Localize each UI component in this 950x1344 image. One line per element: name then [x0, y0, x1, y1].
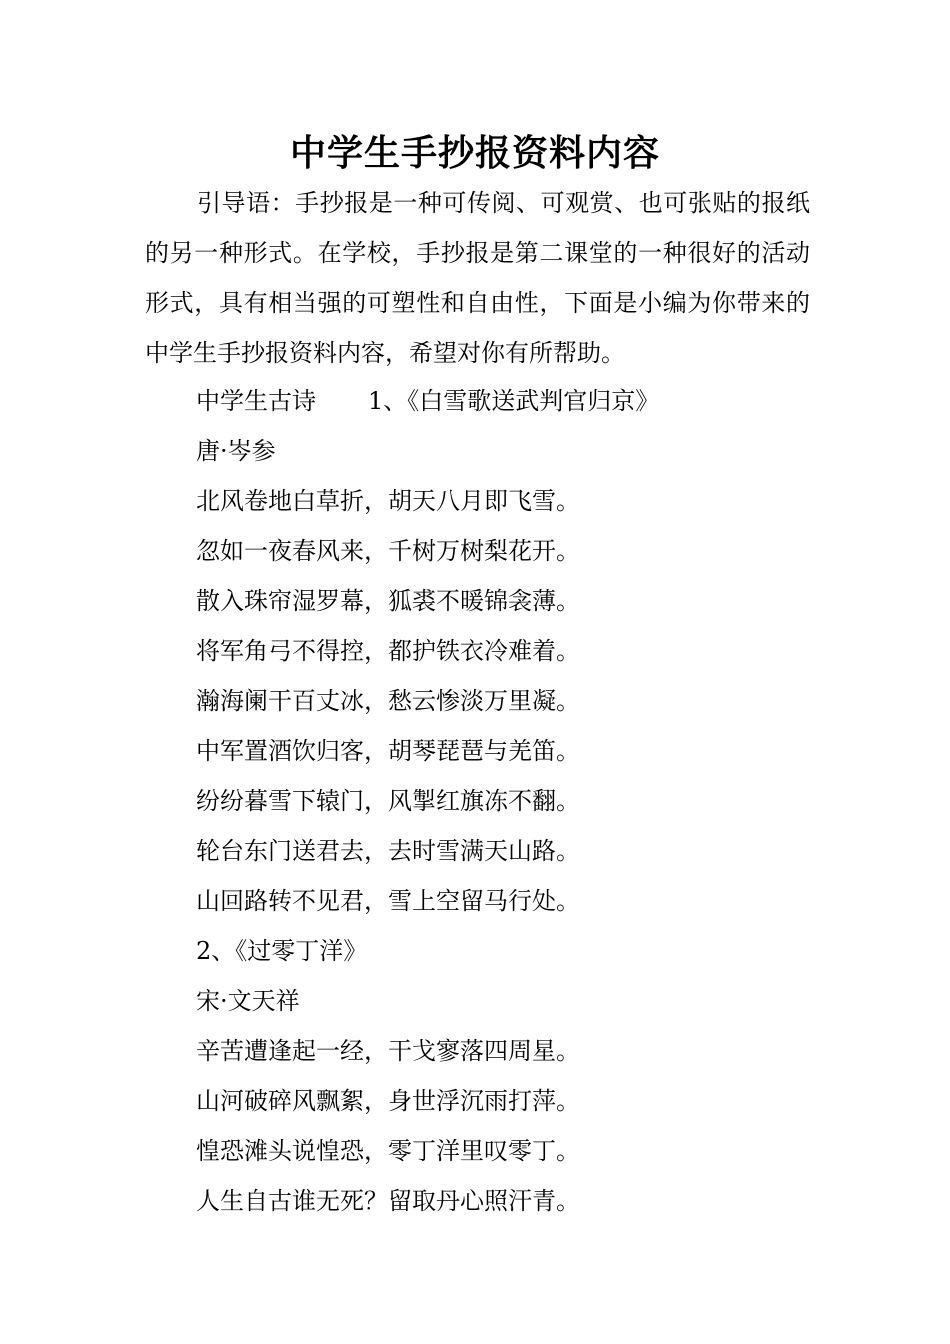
poem-line: 人生自古谁无死？留取丹心照汗青。	[196, 1187, 580, 1215]
poem-line: 纷纷暮雪下辕门，风掣红旗冻不翻。	[196, 787, 580, 815]
poem-2-author: 宋·文天祥	[196, 987, 300, 1015]
poem-line: 辛苦遭逢起一经，干戈寥落四周星。	[196, 1037, 580, 1065]
section-heading	[196, 376, 836, 426]
poem-list	[196, 376, 836, 1226]
poem-line: 惶恐滩头说惶恐，零丁洋里叹零丁。	[196, 1137, 580, 1165]
poem-line: 中军置酒饮归客，胡琴琵琶与羌笛。	[196, 737, 580, 765]
poem-1-title: 1、《白雪歌送武判官归京》	[368, 387, 660, 415]
poem-line: 将军角弓不得控，都护铁衣冷难着。	[196, 637, 580, 665]
intro-paragraph: 引导语：手抄报是一种可传阅、可观赏、也可张贴的报纸的另一种形式。在学校，手抄报是第二课堂的一种很好的活动形式，具有相当强的可塑性和自由性，下面是小编为你带来的中学生手抄报资料内容，希望对你有所帮助。	[145, 189, 810, 367]
poem-line: 忽如一夜春风来，千树万树梨花开。	[196, 537, 580, 565]
poem-line: 散入珠帘湿罗幕，狐裘不暖锦衾薄。	[196, 587, 580, 615]
poem-line: 轮台东门送君去，去时雪满天山路。	[196, 837, 580, 865]
poem-2-title: 2、《过零丁洋》	[196, 937, 368, 965]
poem-line: 北风卷地白草折，胡天八月即飞雪。	[196, 487, 580, 515]
poem-line: 山河破碎风飘絮，身世浮沉雨打萍。	[196, 1087, 580, 1115]
document-title: 中学生手抄报资料内容	[289, 132, 660, 174]
poem-1-author: 唐·岑参	[196, 437, 276, 465]
poem-line: 山回路转不见君，雪上空留马行处。	[196, 887, 580, 915]
section-label: 中学生古诗	[196, 387, 316, 415]
poem-line: 瀚海阑干百丈冰，愁云惨淡万里凝。	[196, 687, 580, 715]
